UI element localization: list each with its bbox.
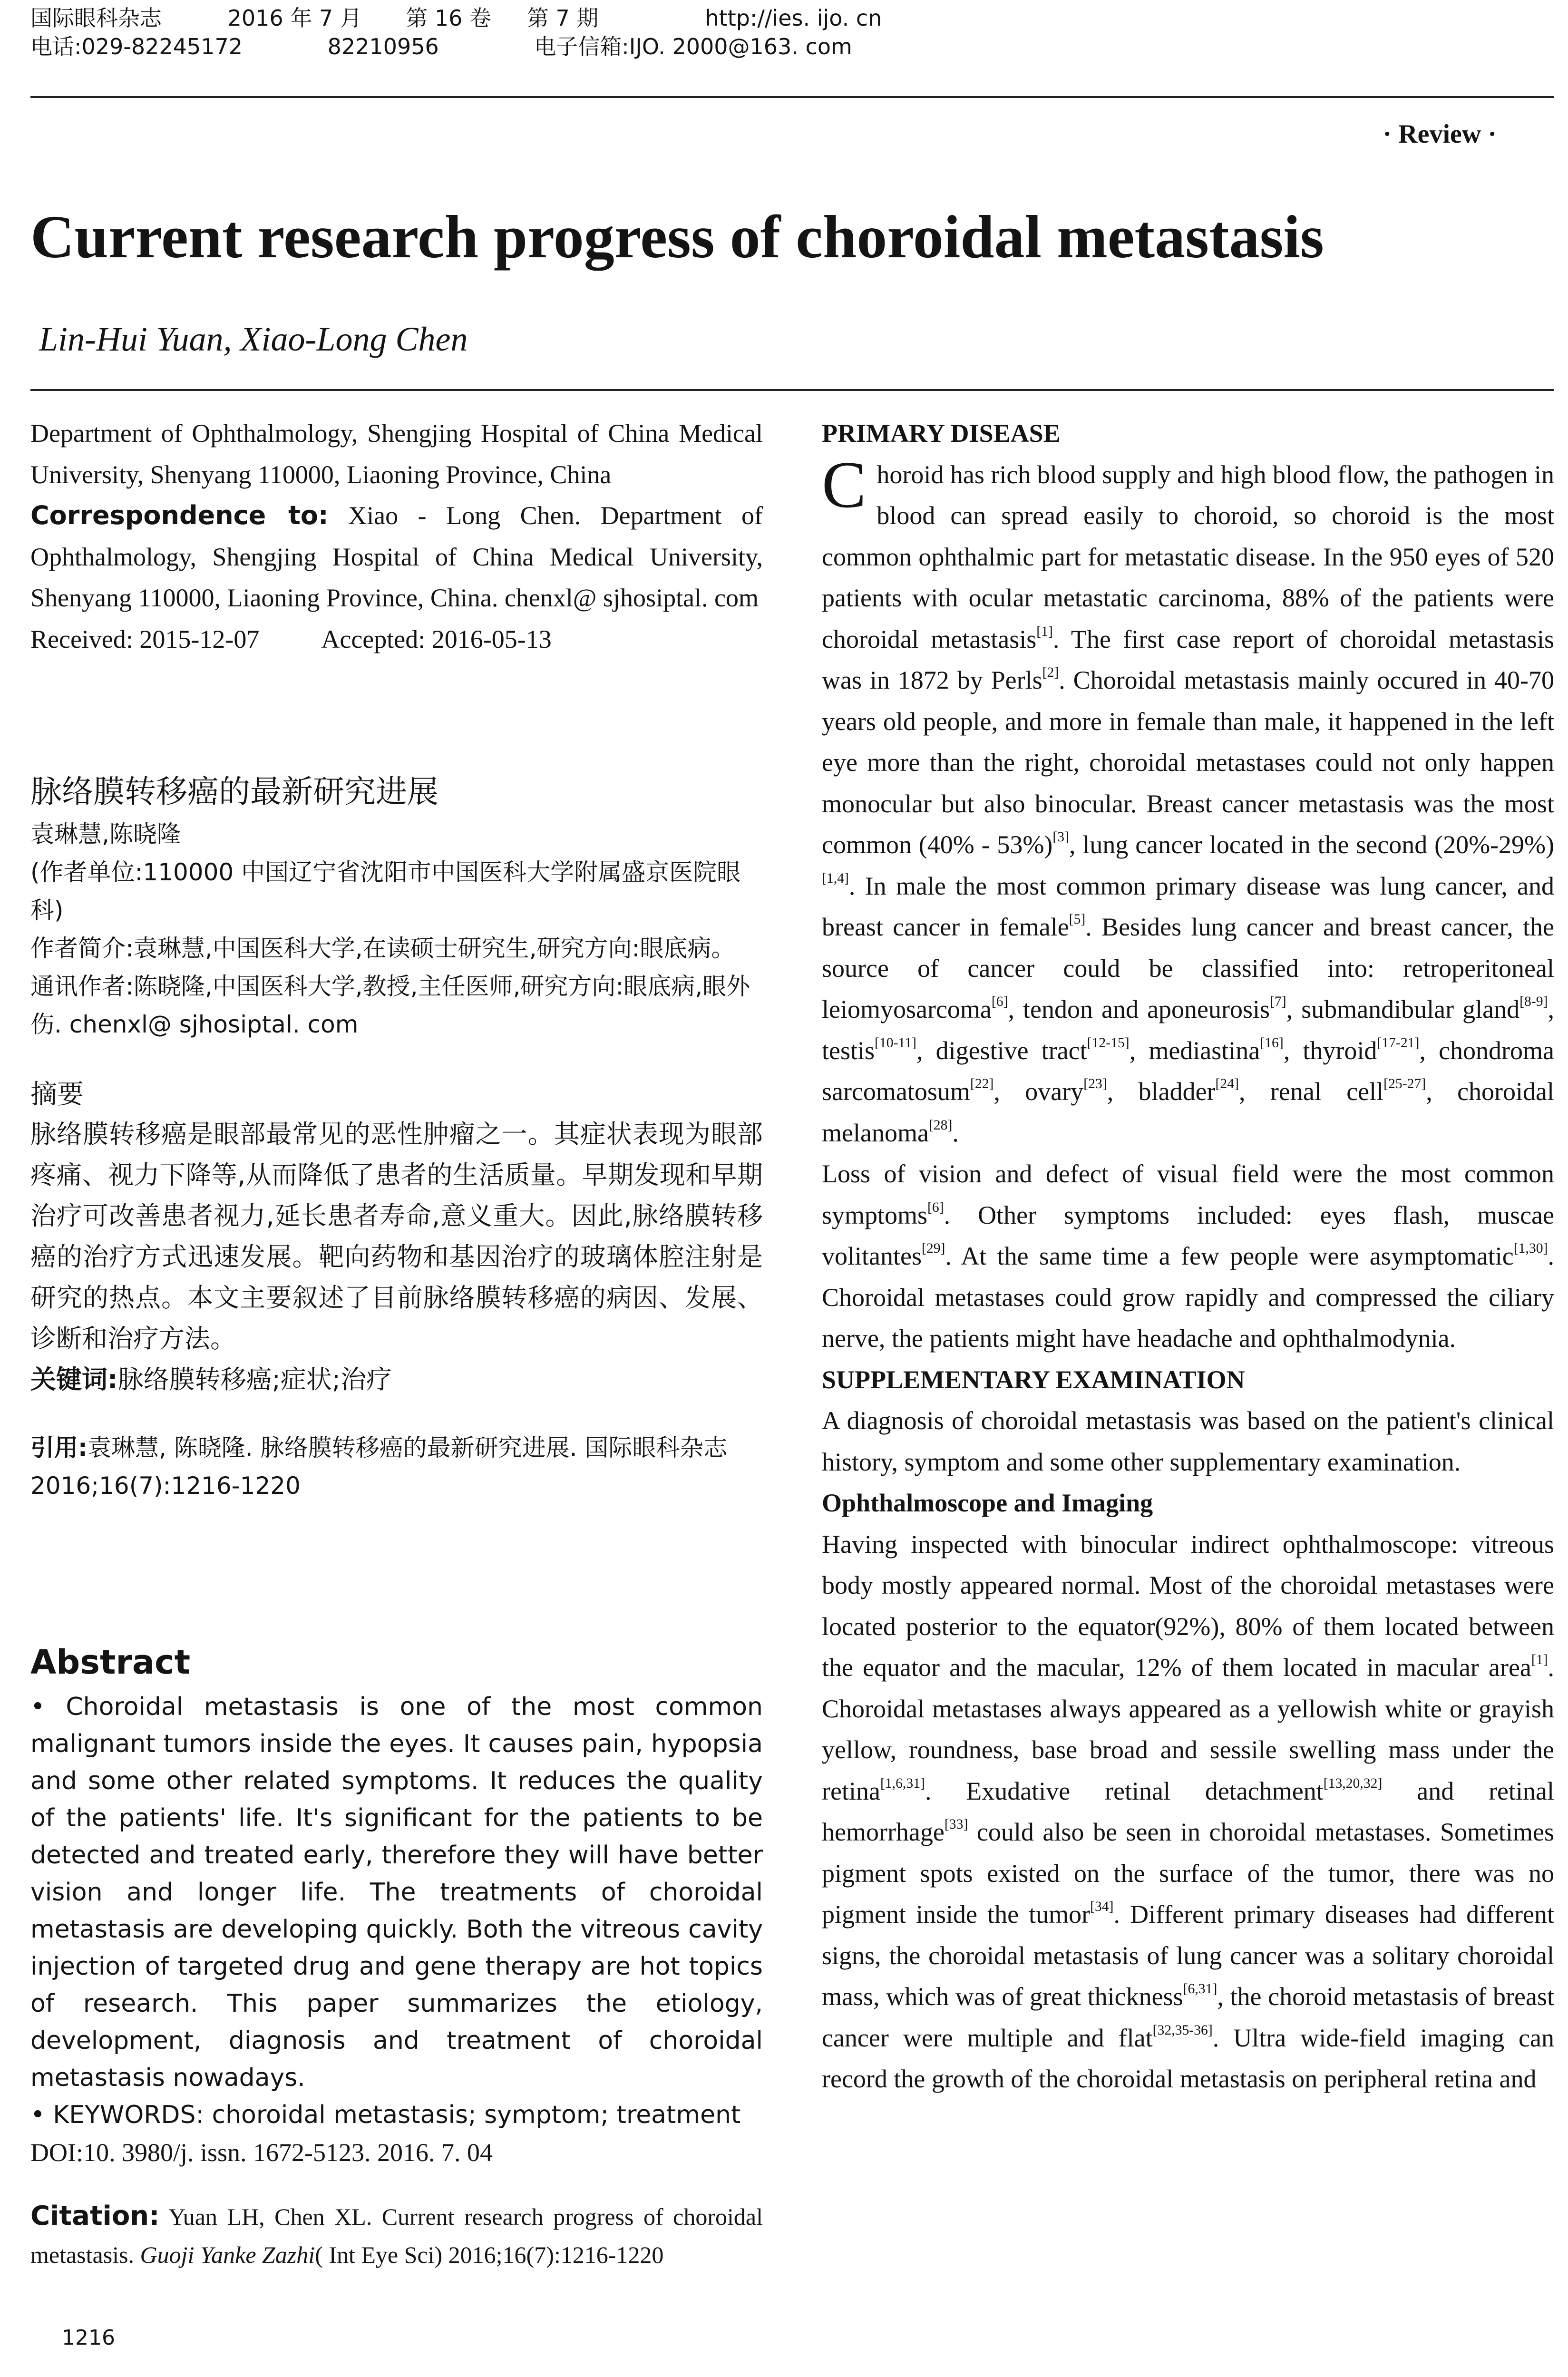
ref-link[interactable]: [33] <box>944 1816 968 1832</box>
phone: 电话:029-82245172 <box>30 34 243 59</box>
affiliation: Department of Ophthalmology, Shengjing Hospital of China Medical University, Shenyang 110000, Liaoning Province, China <box>30 419 763 489</box>
heading-supplementary: SUPPLEMENTARY EXAMINATION <box>822 1365 1245 1394</box>
ref-link[interactable]: [7] <box>1270 994 1286 1009</box>
text-run: . Choroidal metastases always appeared as a yellowish white or grayish yellow, roundness, base broad and sessile swelling mass under the retina <box>822 1653 1554 1805</box>
text-run: , tendon and aponeurosis <box>1008 995 1270 1023</box>
text-run: . In male the most common primary disease was lung cancer, and breast cancer in female <box>822 871 1554 941</box>
dates <box>30 619 763 660</box>
zh-abstract-heading: 摘要 <box>30 1079 84 1110</box>
ref-link[interactable]: [28] <box>928 1117 953 1133</box>
zh-keywords-label: 关键词: <box>30 1364 118 1394</box>
issue-number: 第 7 期 <box>526 5 599 31</box>
text-run: Loss of vision and defect of visual field were the most common symptoms <box>822 1159 1554 1229</box>
text-run: , renal cell <box>1239 1077 1384 1106</box>
para-symptoms <box>822 1153 1554 1359</box>
text-run: , choroidal melanoma <box>822 1077 1554 1147</box>
citation-label: Citation: <box>30 2201 160 2231</box>
zh-keywords <box>30 1359 763 1400</box>
issue-date: 2016 年 7 月 <box>227 5 362 31</box>
header-rule <box>30 96 1554 98</box>
text-run: , thyroid <box>1283 1036 1377 1065</box>
text-run: . Choroidal metastasis mainly occured in 40-70 years old people, and more in female than male, it happened in the left eye more than the right, choroidal metastases could not only happen monocular but also binocular. Breast cancer metastasis was the most common (40% - 53%) <box>822 666 1555 859</box>
ref-link[interactable]: [12-15] <box>1087 1035 1130 1051</box>
volume: 第 16 卷 <box>406 5 492 31</box>
abstract-text: • Choroidal metastasis is one of the most common malignant tumors inside the eyes. It causes pain, hypopsia and some other related symptoms. It reduces the quality of the patients' life. It's significant for the patients to be detected and treated early, therefore they will have better vision and longer life. The treatments of choroidal metastasis are developing quickly. Both the vitreous cavity injection of targeted drug and gene therapy are hot topics of research. This paper summarizes the etiology, development, diagnosis and treatment of choroidal metastasis nowadays. <box>30 1693 763 2092</box>
affiliation-block <box>30 413 763 660</box>
text-run: . Other symptoms included: eyes flash, muscae volitantes <box>822 1200 1554 1270</box>
journal-name: 国际眼科杂志 <box>30 5 162 31</box>
title-rule <box>30 389 1554 391</box>
ref-link[interactable]: [2] <box>1042 664 1059 680</box>
correspondence <box>30 495 763 619</box>
text-run: . <box>952 1118 959 1147</box>
zh-abstract: 脉络膜转移癌是眼部最常见的恶性肿瘤之一。其症状表现为眼部疼痛、视力下降等,从而降低了患者的生活质量。早期发现和早期治疗可改善患者视力,延长患者寿命,意义重大。因此,脉络膜转移癌的治疗方式迅速发展。靶向药物和基因治疗的玻璃体腔注射是研究的热点。本文主要叙述了目前脉络膜转移癌的病因、发展、诊断和治疗方法。 <box>30 1119 763 1354</box>
text-run: , mediastina <box>1129 1036 1260 1065</box>
chinese-block <box>30 770 763 1505</box>
zh-unit: (作者单位:110000 中国辽宁省沈阳市中国医科大学附属盛京医院眼科) <box>30 858 741 924</box>
ref-link[interactable]: [6] <box>991 994 1008 1009</box>
zh-keywords-text: 脉络膜转移癌;症状;治疗 <box>117 1364 392 1394</box>
text-run: horoid has rich blood supply and high blood flow, the pathogen in blood can spread easily to choroid, so choroid is the most common ophthalmic part for metastatic disease. In the 950 eyes of 520 patients with ocular metastatic carcinoma, 88% of the patients were choroidal metastasis <box>822 460 1554 653</box>
text-run: . Besides lung cancer and breast cancer, the source of cancer could be classified into: retroperitoneal leiomyosarcoma <box>822 913 1554 1023</box>
ref-link[interactable]: [24] <box>1215 1076 1239 1091</box>
ref-link[interactable]: [6,31] <box>1183 1981 1217 1997</box>
para-supplementary: A diagnosis of choroidal metastasis was based on the patient's clinical history, symptom and some other supplementary examination. <box>822 1406 1554 1476</box>
ref-link[interactable]: [3] <box>1052 829 1070 845</box>
para-ophthalmoscope <box>822 1524 1554 2100</box>
text-run: , lung cancer located in the second (20%-29%) <box>1069 830 1554 859</box>
ref-link[interactable]: [6] <box>927 1199 944 1215</box>
ref-link[interactable]: [25-27] <box>1383 1076 1426 1091</box>
heading-primary-disease: PRIMARY DISEASE <box>822 419 1061 448</box>
citation-text: Yuan LH, Chen XL. Current research progress of choroidal metastasis. <box>30 2203 763 2268</box>
body-right-column <box>822 413 1554 2100</box>
text-run: . Exudative retinal detachment <box>925 1776 1324 1805</box>
text-run: , chondroma sarcomatosum <box>822 1036 1554 1106</box>
correspondence-label: Correspondence to: <box>30 500 329 530</box>
text-run: . Ultra wide-field imaging can record the growth of the choroidal metastasis on peripheral retina and <box>822 2023 1554 2093</box>
ref-link[interactable]: [1,6,31] <box>880 1775 925 1791</box>
text-run: , submandibular gland <box>1286 995 1520 1023</box>
doi: DOI:10. 3980/j. issn. 1672-5123. 2016. 7. 04 <box>30 2138 493 2167</box>
text-run: , digestive tract <box>916 1036 1087 1065</box>
zh-bio: 作者简介:袁琳慧,中国医科大学,在读硕士研究生,研究方向:眼底病。 <box>30 935 735 962</box>
ref-link[interactable]: [8-9] <box>1519 994 1548 1009</box>
ref-link[interactable]: [17-21] <box>1377 1035 1420 1051</box>
journal-header-line1 <box>30 4 882 32</box>
citation-tail: ( Int Eye Sci) 2016;16(7):1216-1220 <box>315 2241 664 2268</box>
text-run: , the choroid metastasis of breast cancer were multiple and flat <box>822 1982 1554 2052</box>
text-run: . The first case report of choroidal metastasis was in 1872 by Perls <box>822 624 1554 694</box>
journal-url[interactable]: http://ies. ijo. cn <box>705 5 882 31</box>
text-run: Having inspected with binocular indirect ophthalmoscope: vitreous body mostly appeared normal. Most of the choroidal metastases were located posterior to the equator(92%), 80% of them located between the equator and the macular, 12% of them located in macular area <box>822 1529 1554 1682</box>
received-date: Received: 2015-12-07 <box>30 624 260 653</box>
ref-link[interactable]: [5] <box>1069 911 1086 927</box>
text-run: , ovary <box>993 1077 1084 1106</box>
authors: Lin-Hui Yuan, Xiao-Long Chen <box>39 320 468 358</box>
zh-cite-text: 袁琳慧, 陈晓隆. 脉络膜转移癌的最新研究进展. 国际眼科杂志 2016;16(7):1216-1220 <box>30 1434 728 1500</box>
abstract-block <box>30 1641 763 2172</box>
page-number: 1216 <box>62 2326 115 2350</box>
abstract-keywords: • KEYWORDS: choroidal metastasis; symptom; treatment <box>30 2101 741 2129</box>
heading-ophthalmoscope: Ophthalmoscope and Imaging <box>822 1489 1153 1517</box>
ref-link[interactable]: [23] <box>1083 1076 1107 1091</box>
ref-link[interactable]: [32,35-36] <box>1152 2022 1213 2038</box>
para-primary-1 <box>822 448 1555 1154</box>
journal-header-line2 <box>30 32 852 61</box>
phone-2: 82210956 <box>327 34 439 59</box>
ref-link[interactable]: [1,30] <box>1513 1240 1548 1256</box>
text-run: . At the same time a few people were asymptomatic <box>945 1242 1514 1270</box>
text-run: , bladder <box>1107 1077 1216 1106</box>
ref-link[interactable]: [34] <box>1090 1899 1114 1914</box>
text-run: could also be seen in choroidal metastases. Sometimes pigment spots existed on the surface of the tumor, there was no pigment inside the tumor <box>822 1818 1554 1929</box>
ref-link[interactable]: [1] <box>1531 1652 1548 1667</box>
zh-citation <box>30 1429 763 1505</box>
article-title: Current research progress of choroidal metastasis <box>30 203 1324 271</box>
correspondence-text: Xiao - Long Chen. Department of Ophthalmology, Shengjing Hospital of China Medical University, Shenyang 110000, Liaoning Province, China. chenxl@ sjhosiptal. com <box>30 501 763 612</box>
email[interactable]: 电子信箱:IJO. 2000@163. com <box>534 34 852 59</box>
zh-title: 脉络膜转移癌的最新研究进展 <box>30 773 438 810</box>
accepted-date: Accepted: 2016-05-13 <box>321 624 552 653</box>
ref-link[interactable]: [10-11] <box>875 1035 916 1051</box>
section-label: · Review · <box>1383 119 1497 149</box>
ref-link[interactable]: [1] <box>1036 623 1053 639</box>
zh-authors: 袁琳慧,陈晓隆 <box>30 820 181 848</box>
citation-block <box>30 2197 763 2274</box>
ref-link[interactable]: [29] <box>921 1240 945 1256</box>
zh-contact: 通讯作者:陈晓隆,中国医科大学,教授,主任医师,研究方向:眼底病,眼外伤. chenxl@ sjhosiptal. com <box>30 973 750 1038</box>
text-run: . Different primary diseases had different signs, the choroidal metastasis of lung cancer was a solitary choroidal mass, which was of great thickness <box>822 1900 1554 2011</box>
ref-link[interactable]: [16] <box>1260 1035 1284 1051</box>
ref-link[interactable]: [13,20,32] <box>1323 1775 1383 1791</box>
text-run: . Choroidal metastases could grow rapidly and compressed the ciliary nerve, the patients might have headache and ophthalmodynia. <box>822 1242 1554 1353</box>
abstract-heading: Abstract <box>30 1643 191 1682</box>
drop-cap: C <box>822 448 867 522</box>
ref-link[interactable]: [22] <box>970 1076 994 1091</box>
citation-journal: Guoji Yanke Zazhi <box>140 2241 315 2268</box>
ref-link[interactable]: [1,4] <box>822 870 849 886</box>
text-run: , testis <box>822 995 1555 1065</box>
text-run: and retinal hemorrhage <box>822 1776 1554 1846</box>
zh-cite-label: 引用: <box>30 1434 88 1461</box>
